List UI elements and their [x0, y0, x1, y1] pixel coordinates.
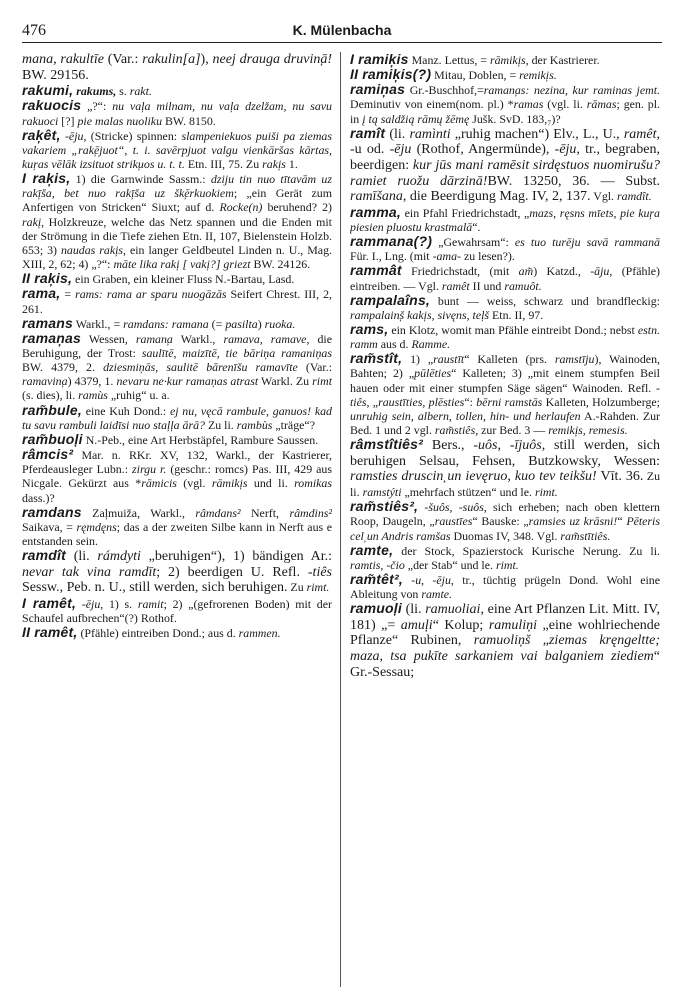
headword: ramte, — [350, 541, 394, 558]
dictionary-entry — [350, 572, 660, 601]
dictionary-entry — [350, 82, 660, 125]
headword: I ramêt, — [22, 594, 77, 611]
entry-text: (li. ramìnti „ruhig machen“) Elv., L., U., ramêt, -u od. -ēju (Rothof, Angermünde), -ēju, tr., begraben, beerdigen: kur jūs mani ramēsit sirdęstuos nuomirušu? ramiet ruožu dārzinā!BW. 13250, 36. — Subst. ramīšana, die Beerdigung Mag. IV, 2, 137. Vgl. ramdît. — [350, 126, 660, 205]
page-header — [22, 22, 662, 40]
dictionary-entry — [350, 543, 660, 572]
entry-text: ein Pfahl Friedrichstadt, „mazs, ręsns mīets, pie kuŗa piesien pluostu krastmalā“. — [350, 205, 660, 234]
dictionary-entry — [22, 98, 332, 127]
entry-text: ramdît (li. rámdyti „beruhigen“), 1) bändigen Ar.: nevar tak vina ramdīt; 2) beerdigen U. Refl. -tiês Sessw., Peb. n. U., still werden, sich beruhigen. Zu rimt. — [22, 547, 332, 596]
dictionary-entry — [22, 331, 332, 403]
entry-text: „Gewahrsam“: es tuo turēju savā rammanā Für. I., Lng. (mit -ama- zu lesen?). — [350, 235, 660, 264]
dictionary-entry — [350, 67, 660, 82]
headword: ramin̦as — [350, 81, 406, 98]
headword: ram̃stiês², — [350, 498, 419, 515]
headword: rammana(?) — [350, 233, 433, 250]
entry-text: Bers., -uôs, -ījuôs, still werden, sich beruhigen Selsau, Fehsen, Butzkowsky, Wessen: ramsties druscin̦ un ievęruo, kuo tev teikšu! Vīt. 36. Zu li. ramstýti „mehrfach stützen“ und le. rimt. — [350, 438, 660, 500]
dictionary-entry — [350, 601, 660, 680]
headword: râmcis² — [22, 446, 74, 463]
column-divider — [340, 52, 341, 987]
left-column — [22, 52, 332, 992]
entry-text: -u, -ēju, tr., tüchtig prügeln Dond. Wohl eine Ableitung von ramte. — [350, 572, 660, 602]
entry-text: -ēju, (Stricke) spinnen: slampeniekuos puiši pa ziemas vakariem „rak̦ējuot“, t. i. savērpjuot valgu vienkāršas kārtas, kuŗas vēlāk izsituot strik̦uos u. t. t. Etn. III, 75. Zu rak̦is 1. — [22, 128, 332, 171]
headword: ramma, — [350, 203, 402, 220]
entry-text: 1) „raustīt“ Kalleten (prs. ramstīju), Wainoden, Bahten; 2) „pūlēties“ Kalleten; 3) „mit einem stumpfen Beil hauen oder mit einer stumpfen Säge sägen“ Wainoden. Refl. -tiês, „raustīties, plēsties“: bērni ramstās Kalleten, Holzumberge; unruhig sein, albern, tollen, hin- und herlaufen A.-Rahden. Zur Bed. 1 und 2 vgl. ram̃stiês, zur Bed. 3 — remik̦is, remesis. — [350, 352, 660, 438]
header-rule — [22, 42, 662, 43]
dictionary-entry — [22, 447, 332, 505]
headword: rama, — [22, 285, 61, 302]
headword: rampalaîns, — [350, 291, 431, 308]
headword: rakumi, — [22, 82, 74, 99]
headword: ram̃buoļi — [22, 430, 83, 447]
entry-text: rakums, s. rakt. — [76, 84, 152, 99]
entry-text: ein Klotz, womit man Pfähle eintreibt Dond.; nebst estn. ramm aus d. Ramme. — [350, 323, 660, 352]
headword: raman̦as — [22, 329, 81, 346]
entry-text: Wessen, raman̦a Warkl., ramava, ramave, die Beruhigung, der Trost: saulītē, maizītē, tie bāriņa ramaniņas BW. 4379, 2. dziesmiņās, saulitē bārenīšu ramavīte (Var.: ramavin̦a) 4379, 1. nevaru ne·kur ramaņas atrast Warkl. Zu rimt (s. dies), li. ramùs „ruhig“ u. a. — [22, 331, 332, 403]
headword: ramuoļi — [350, 600, 402, 617]
headword: ramdans — [22, 503, 82, 520]
headword: ram̃stît, — [350, 350, 403, 367]
dictionary-entry — [350, 52, 660, 67]
dictionary-entry — [22, 505, 332, 548]
entry-text: Warkl., = ramdans: ramana (= pasilta) ruoka. — [73, 316, 296, 331]
dictionary-entry — [350, 234, 660, 263]
dictionary-entry — [350, 293, 660, 322]
entry-text: Mitau, Doblen, = remik̦is. — [431, 68, 557, 83]
dictionary-entry — [22, 403, 332, 432]
entry-text: Gr.-Buschhof,=raman̦as: nezina, kur raminas jemt. Deminutiv von einem(nom. pl.) *ramas (vgl. li. rāmas; gen. pl. in į tą saldžią rāmų žēmę Jušk. SvD. 183,₇)? — [350, 83, 660, 126]
dictionary-entry — [350, 351, 660, 437]
entry-text: bunt — weiss, schwarz und brandfleckig: rampalain̦š kak̦is, sivęns, teļš Etn. II, 97. — [350, 293, 660, 322]
headword: rams, — [350, 321, 389, 337]
headword: I ramik̦is — [350, 52, 409, 67]
entry-text: = rams: rama ar sparu nuogāzās Seifert Chrest. III, 2, 261. — [22, 287, 332, 316]
entry-text: Zaļmuiža, Warkl., râmdans² Nerft, râmdins² Saikava, = ręmdęns; das a der zweiten Silbe kann in Nerft aus e entstanden sein. — [22, 505, 332, 549]
dictionary-entry — [22, 128, 332, 171]
dictionary-entry — [22, 83, 332, 98]
entry-text: „?“: nu vaļa milnam, nu vaļa dzelžam, nu savu rakuoci [?] pie malas nuoliku BW. 8150. — [22, 99, 332, 128]
headword: ram̃bule, — [22, 401, 82, 418]
entry-text: -šuôs, -suôs, sich erheben; nach oben klettern Roop, Daugeln, „raustīes“ Bauske: „ramsies uz krāsni!“ Pēteris cel̦ un Andris ramšas Duomas IV, 348. Vgl. ram̃stītiês. — [350, 500, 660, 543]
dictionary-entry — [350, 263, 660, 292]
headword: rak̦êt, — [22, 126, 61, 143]
right-column — [350, 52, 660, 992]
entry-text: Mar. n. RKr. XV, 132, Warkl., der Kastrierer, Pferdeausleger Lubn.: zirgu r. (geschr.: romcs) Pas. III, 429 aus Nicgale. Gekürzt aus *rāmicis (vgl. rāmik̦is und li. romikas dass.)? — [22, 448, 332, 505]
dictionary-entry — [350, 499, 660, 542]
dictionary-entry — [350, 205, 660, 234]
dictionary-entry — [22, 316, 332, 331]
entry-text: Friedrichstadt, (mit am̃) Katzd., -āju, (Pfähle) eintreiben. — Vgl. ramêt II und ramuôt. — [350, 264, 660, 293]
headword: râmstîtiês² — [350, 436, 424, 453]
dictionary-entry — [22, 271, 332, 286]
entry-text: (li. ramuoliai, eine Art Pflanzen Lit. Mitt. IV, 181) „= amuļi“ Kolup; ramuliņi „eine wohlriechende Pflanze“ Rubinen, ramuoliņš „ziemas kręngeltte; maza, tsa pukīte sarkaniem vai balganiem ziediem“ Gr.-Sessau; — [350, 602, 660, 680]
dictionary-entry — [22, 596, 332, 625]
entry-text: 1) die Garnwinde Sassm.: dziju tin nuo tītavām uz rak̦īša, bet nuo rak̦īša uz šk̦ērkuokiem; „ein Gerät zum Anfertigen von Stricken“ Siuxt; auf d. Rocke(n) beruhend? 2) rak̦i, Holzkreuze, welche das Netz spannen und die Enden mit der Strömung in die Tiefe ziehen Etn. II, 107, Bielenstein Holzb. 653; 3) naudas rak̦is, ein langer Geldbeutel Linden n. U., Mag. XIII, 2, 62; 4) „?“: māte lika rak̦i [ vak̦i?] griezt BW. 24126. — [22, 172, 332, 272]
headword: ram̃têt², — [350, 570, 403, 587]
page-number: 476 — [22, 22, 46, 39]
dictionary-entry — [350, 126, 660, 205]
running-head: K. Mülenbacha — [292, 22, 392, 38]
entry-text: mana, rakultīe (Var.: rakulin̦[a]), neej drauga druvin̦ā! BW. 29156. — [22, 52, 332, 83]
dictionary-entry — [22, 432, 332, 447]
dictionary-entry — [350, 322, 660, 351]
dictionary-entry — [22, 171, 332, 271]
headword: II ramik̦is(?) — [350, 66, 432, 83]
dictionary-entry — [22, 625, 332, 640]
entry-text: ein Graben, ein kleiner Fluss N.-Bartau, Lasd. — [72, 272, 295, 287]
entry-text: Manz. Lettus, = rāmik̦is, der Kastrierer. — [408, 53, 600, 67]
entry-text: (Pfähle) eintreiben Dond.; aus d. rammen. — [77, 626, 281, 641]
dictionary-entry — [22, 52, 332, 83]
headword: II rak̦is, — [22, 270, 73, 287]
entry-text: der Stock, Spazierstock Kurische Nerung. Zu li. ramtis, -čio „der Stab“ und le. rimt. — [350, 543, 660, 572]
headword: II ramêt, — [22, 624, 78, 641]
headword: rakuocis — [22, 97, 82, 114]
dictionary-entry — [22, 286, 332, 315]
entry-text: -ēju, 1) s. ramit; 2) „(gefrorenen Boden) mit der Schaufel aufbrechen“(?) Rothof. — [22, 596, 332, 626]
headword: ramans — [22, 314, 74, 331]
dictionary-entry — [22, 548, 332, 596]
headword: ramît — [350, 124, 386, 141]
headword: rammât — [350, 262, 402, 279]
headword: I rak̦is, — [22, 170, 71, 187]
dictionary-entry — [350, 437, 660, 499]
entry-text: eine Kuh Dond.: ej nu, vęcā rambule, ganuos! kad tu savu rambuli laidīsi nuo staļļa ārā? Zu li. rambùs „träge“? — [22, 403, 332, 432]
entry-text: N.-Peb., eine Art Herbstäpfel, Rambure Saussen. — [82, 432, 319, 447]
